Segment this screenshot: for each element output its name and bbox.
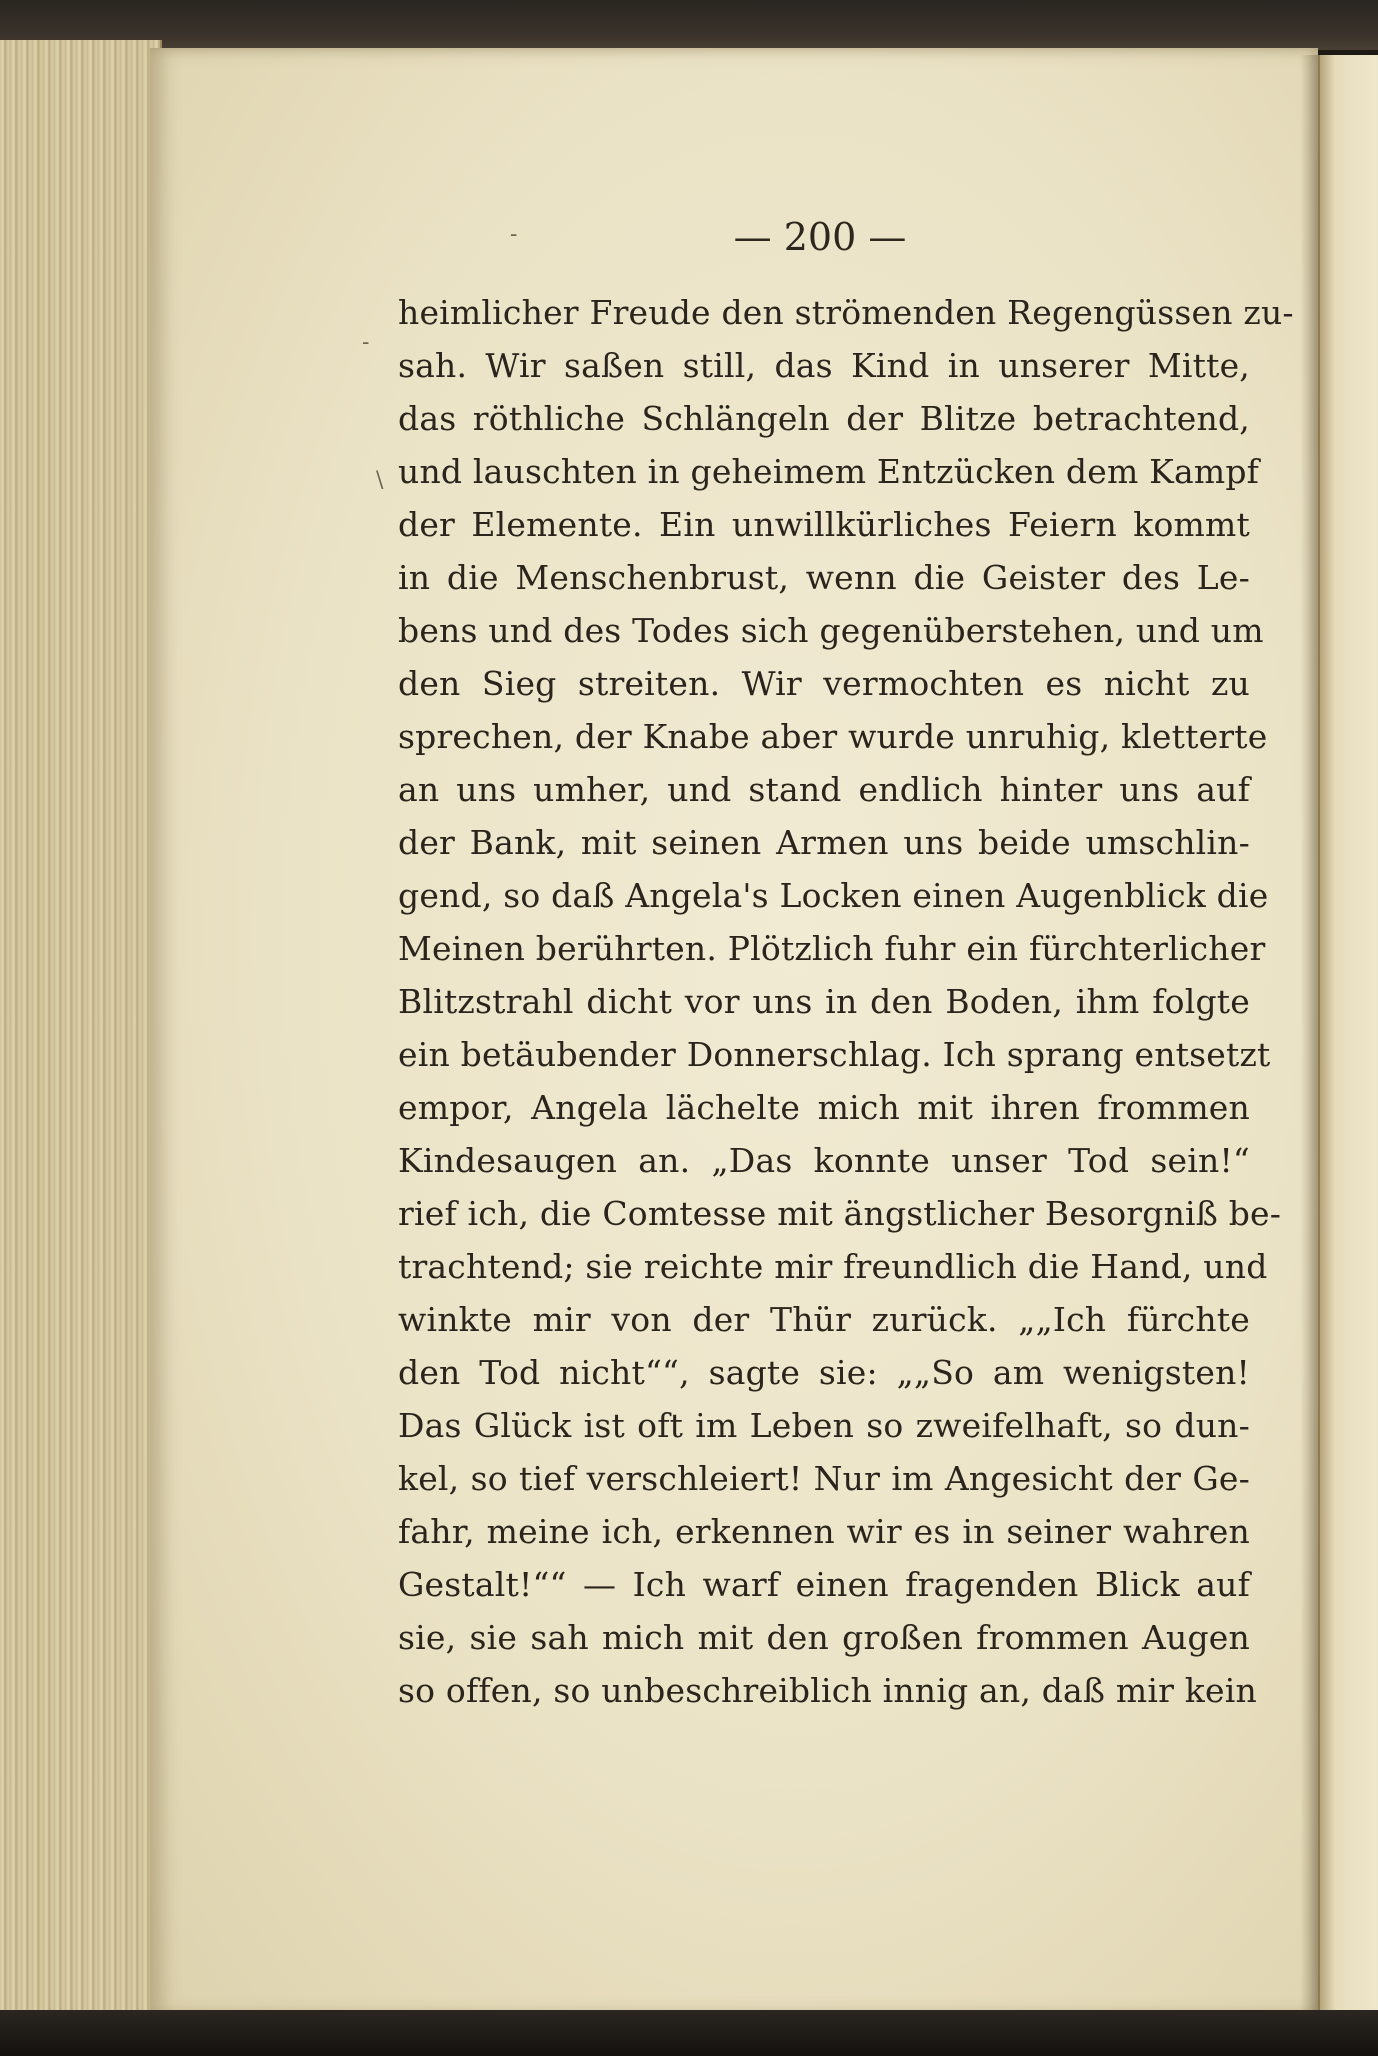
body-text: [398, 286, 1294, 1717]
text-line: rief ich, die Comtesse mit ängstlicher Besorgniß be-: [398, 1194, 1282, 1233]
text-line: Meinen berührten. Plötzlich fuhr ein fürchterlicher: [398, 929, 1266, 968]
text-line: Das Glück ist oft im Leben so zweifelhaft, so dun-: [398, 1406, 1250, 1445]
stray-mark: -: [510, 222, 518, 247]
text-line: sah. Wir saßen still, das Kind in unserer Mitte,: [398, 346, 1250, 385]
text-line: der Elemente. Ein unwillkürliches Feiern kommt: [398, 505, 1250, 544]
page-number: — 200 —: [733, 215, 907, 259]
text-line: empor, Angela lächelte mich mit ihren frommen: [398, 1088, 1250, 1127]
text-line: trachtend; sie reichte mir freundlich die Hand, und: [398, 1247, 1268, 1286]
text-line: gend, so daß Angela's Locken einen Augenblick die: [398, 876, 1269, 915]
text-line: das röthliche Schlängeln der Blitze betrachtend,: [398, 399, 1250, 438]
text-line: Gestalt!““ — Ich warf einen fragenden Blick auf: [398, 1565, 1250, 1604]
page-stack-edges: [0, 40, 162, 2015]
text-line: der Bank, mit seinen Armen uns beide umschlin-: [398, 823, 1250, 862]
stray-mark: -: [362, 330, 370, 355]
text-line: an uns umher, und stand endlich hinter uns auf: [398, 770, 1250, 809]
text-line: fahr, meine ich, erkennen wir es in seiner wahren: [398, 1512, 1250, 1551]
text-line: Kindesaugen an. „Das konnte unser Tod sein!“: [398, 1141, 1250, 1180]
text-line: ein betäubender Donnerschlag. Ich sprang entsetzt: [398, 1035, 1271, 1074]
text-line: in die Menschenbrust, wenn die Geister des Le-: [398, 558, 1250, 597]
facing-page-edge: [1318, 55, 1378, 2010]
text-line: so offen, so unbeschreiblich innig an, daß mir kein: [398, 1671, 1257, 1710]
text-line: den Tod nicht““, sagte sie: „„So am wenigsten!: [398, 1353, 1250, 1392]
book-cover-bottom-edge: [0, 2010, 1378, 2056]
text-line: den Sieg streiten. Wir vermochten es nicht zu: [398, 664, 1250, 703]
text-line: sie, sie sah mich mit den großen frommen Augen: [398, 1618, 1250, 1657]
text-line: winkte mir von der Thür zurück. „„Ich fürchte: [398, 1300, 1250, 1339]
stray-mark: \: [376, 468, 384, 493]
text-line: heimlicher Freude den strömenden Regengüssen zu-: [398, 293, 1294, 332]
text-line: sprechen, der Knabe aber wurde unruhig, kletterte: [398, 717, 1268, 756]
text-line: Blitzstrahl dicht vor uns in den Boden, ihm folgte: [398, 982, 1250, 1021]
text-line: bens und des Todes sich gegenüberstehen, und um: [398, 611, 1264, 650]
book-cover-top-edge: [0, 0, 1378, 50]
text-line: und lauschten in geheimem Entzücken dem Kampf: [398, 452, 1260, 491]
text-line: kel, so tief verschleiert! Nur im Angesicht der Ge-: [398, 1459, 1250, 1498]
